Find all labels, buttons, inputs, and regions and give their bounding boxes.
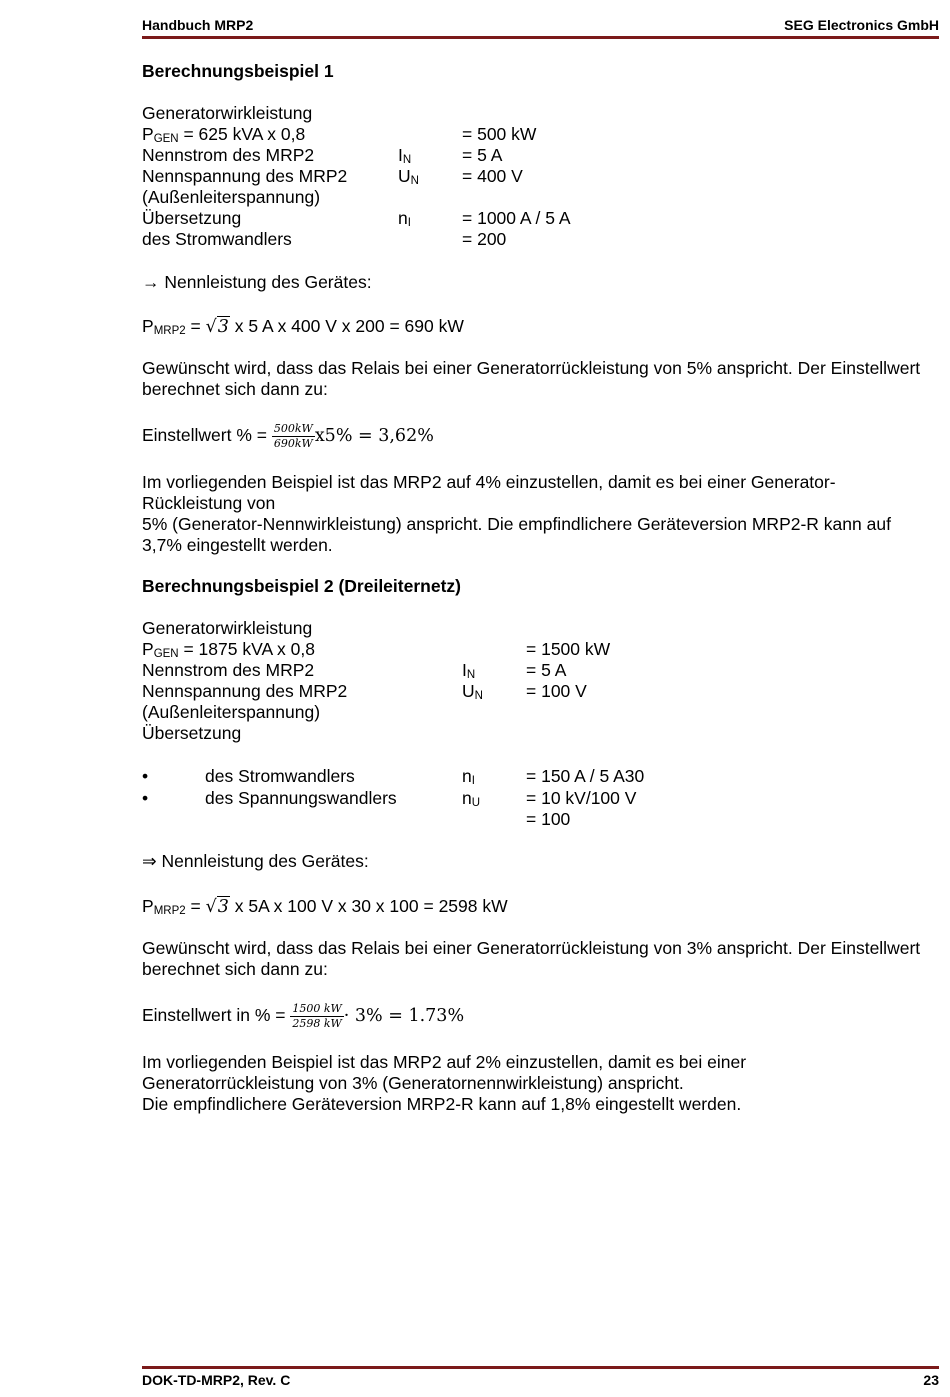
ex1-row-nennspannung: Nennspannung des MRP2 bbox=[142, 166, 348, 186]
ex1-row-uebersetzung-value: = 1000 A / 5 A bbox=[462, 208, 571, 228]
ex2-sym-in: $I_N$ bbox=[462, 660, 476, 681]
bullet-icon: • bbox=[142, 788, 149, 808]
ex1-text2-line1: Im vorliegenden Beispiel ist das MRP2 auf 4% einzustellen, damit es bei einer Generator- bbox=[142, 472, 836, 492]
ex2-bullet-spannungswandler: des Spannungswandlers bbox=[205, 788, 397, 808]
ex2-sym-un: $U_N$ bbox=[462, 681, 483, 702]
ex2-row-aussenleiter: (Außenleiterspannung) bbox=[142, 702, 321, 722]
ex1-row-nennstrom-value: = 5 A bbox=[462, 145, 503, 165]
ex2-bullet-stromwandler-value: = 150 A / 5 A30 bbox=[526, 766, 645, 786]
ex2-text2-line2: Generatorrückleistung von 3% (Generatornennwirkleistung) anspricht. bbox=[142, 1073, 684, 1093]
page-footer bbox=[142, 1372, 939, 1392]
page-number: 23 bbox=[923, 1372, 939, 1388]
header-company: SEG Electronics GmbH bbox=[784, 17, 939, 33]
ex1-text1: Gewünscht wird, dass das Relais bei einer Generatorrückleistung von 5% anspricht. Der Einstellwert berechnet sich dann zu: bbox=[142, 358, 921, 399]
ex2-bullet-spannungswandler-value: = 10 kV/100 V bbox=[526, 788, 637, 808]
ex2-text2-line1: Im vorliegenden Beispiel ist das MRP2 auf 2% einzustellen, damit es bei einer bbox=[142, 1052, 747, 1072]
ex1-row-pgen: $P_{GEN} = 625$ kVA x 0,8 bbox=[142, 124, 306, 145]
ex1-row-aussenleiter: (Außenleiterspannung) bbox=[142, 187, 321, 207]
ex2-sym-ni: $n_I$ bbox=[462, 766, 475, 787]
ex1-row-stromwandler-value: = 200 bbox=[462, 229, 507, 249]
ex1-row-stromwandler: des Stromwandlers bbox=[142, 229, 292, 249]
ex1-sym-un: $U_N$ bbox=[398, 166, 419, 187]
ex2-row-nennstrom: Nennstrom des MRP2 bbox=[142, 660, 315, 680]
footer-rule bbox=[142, 1366, 939, 1369]
ex2-heading: Berechnungsbeispiel 2 (Dreileiternetz) bbox=[142, 576, 461, 596]
ex2-row-uebersetzung: Übersetzung bbox=[142, 723, 242, 743]
page-header bbox=[142, 15, 939, 35]
sqrt-symbol: √3 bbox=[205, 317, 229, 337]
ex2-sym-nu: $n_U$ bbox=[462, 788, 481, 809]
ex2-fraction: $\frac{1500 kW}{2598 kW}$ bbox=[292, 1001, 342, 1030]
ex2-row-nennspannung: Nennspannung des MRP2 bbox=[142, 681, 348, 701]
header-title: Handbuch MRP2 bbox=[142, 17, 254, 33]
ex1-row-nennstrom: Nennstrom des MRP2 bbox=[142, 145, 315, 165]
ex2-nennleistung-label: ⇒ Nennleistung des Gerätes: bbox=[142, 851, 369, 871]
ex1-row-uebersetzung: Übersetzung bbox=[142, 208, 242, 228]
ex1-fraction: $\frac{500kW}{690kW}$ bbox=[273, 421, 313, 450]
ex1-text2-line2: Rückleistung von bbox=[142, 493, 276, 513]
footer-doc-id: DOK-TD-MRP2, Rev. C bbox=[142, 1372, 291, 1388]
ex2-row-nennstrom-value: = 5 A bbox=[526, 660, 567, 680]
ex2-einstellwert-formula: Einstellwert in % = $\frac{1500 kW}{2598 kW}$ · 3% = 1.73% bbox=[142, 1001, 465, 1030]
ex1-text2-line4: 3,7% eingestellt werden. bbox=[142, 535, 333, 555]
ex1-einstellwert-formula: Einstellwert % = $\frac{500kW}{690kW}$ x5% = 3,62% bbox=[142, 421, 434, 450]
ex1-heading: Berechnungsbeispiel 1 bbox=[142, 61, 334, 81]
ex2-bullet-stromwandler: des Stromwandlers bbox=[205, 766, 355, 786]
ex2-text1: Gewünscht wird, dass das Relais bei einer Generatorrückleistung von 3% anspricht. Der Einstellwert berechnet sich dann zu: bbox=[142, 938, 921, 979]
ex1-text2-line3: 5% (Generator-Nennwirkleistung) anspricht. Die empfindlichere Geräteversion MRP2-R kann auf bbox=[142, 514, 891, 534]
ex2-row-pgen: $P_{GEN} = 1875$ kVA x 0,8 bbox=[142, 639, 315, 660]
ex1-pmrp-formula: $P_{MRP2} = √3$ x 5 A x 400 V x 200 = 690 kW bbox=[142, 316, 464, 337]
ex1-sym-ni: $n_I$ bbox=[398, 208, 411, 229]
ex2-text2-line3: Die empfindlichere Geräteversion MRP2-R kann auf 1,8% eingestellt werden. bbox=[142, 1094, 742, 1114]
ex1-row-nennspannung-value: = 400 V bbox=[462, 166, 523, 186]
header-rule bbox=[142, 36, 939, 39]
ex1-sym-in: $I_N$ bbox=[398, 145, 412, 166]
bullet-icon: • bbox=[142, 766, 149, 786]
sqrt-symbol: √3 bbox=[205, 897, 229, 917]
ex2-pmrp-formula: $P_{MRP2} = √3$ x 5A x 100 V x 30 x 100 = 2598 kW bbox=[142, 896, 508, 917]
ex2-ratio-value: = 100 bbox=[526, 809, 571, 829]
ex1-row-generatorwirkleistung: Generatorwirkleistung bbox=[142, 103, 313, 123]
ex2-row-generatorwirkleistung: Generatorwirkleistung bbox=[142, 618, 313, 638]
ex2-row-pgen-value: = 1500 kW bbox=[526, 639, 611, 659]
ex2-row-nennspannung-value: = 100 V bbox=[526, 681, 587, 701]
ex1-nennleistung-label: → Nennleistung des Gerätes: bbox=[142, 272, 372, 292]
ex1-row-pgen-value: = 500 kW bbox=[462, 124, 537, 144]
